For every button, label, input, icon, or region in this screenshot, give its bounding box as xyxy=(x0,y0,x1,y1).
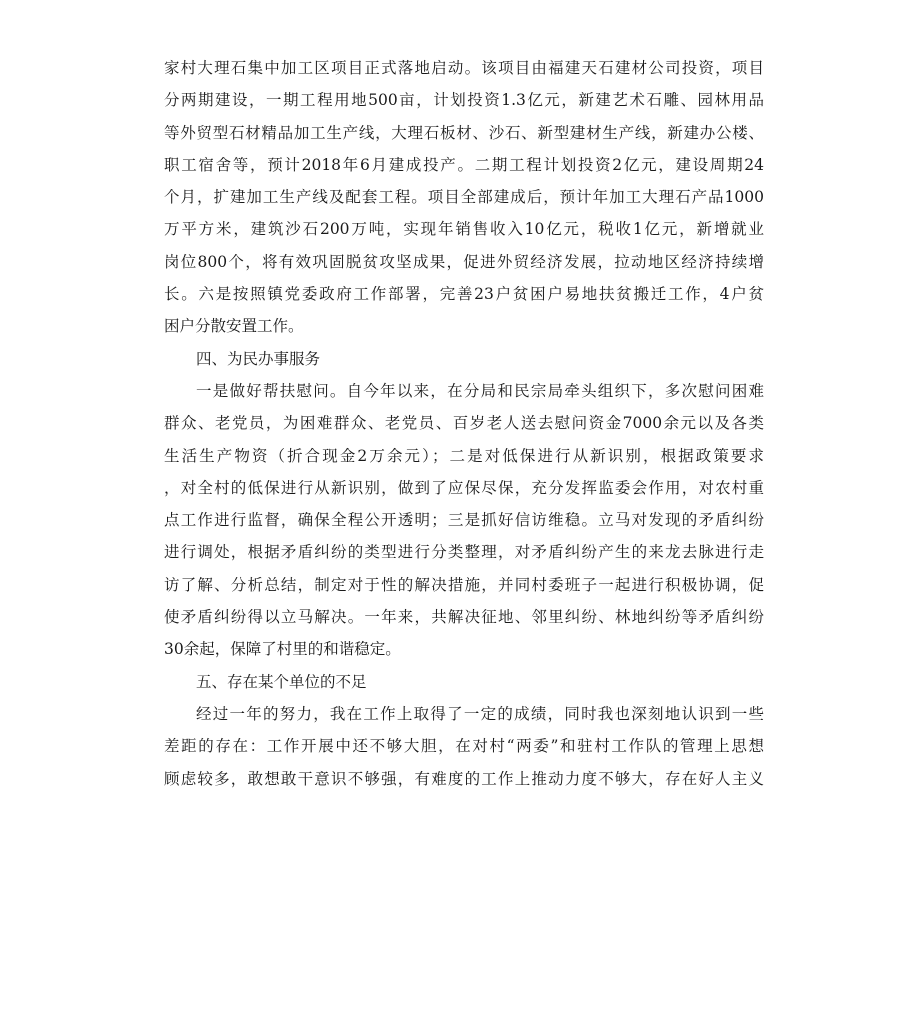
paragraph-line: 经过一年的努力，我在工作上取得了一定的成绩，同时我也深刻地认识到一些 xyxy=(196,704,764,723)
paragraph-line: 访了解、分析总结，制定对于性的解决措施，并同村委班子一起进行积极协调，促 xyxy=(164,575,764,594)
paragraph-line: 分两期建设，一期工程用地500亩，计划投资1.3亿元，新建艺术石雕、园林用品 xyxy=(164,91,764,110)
paragraph-line: 群众、老党员，为困难群众、老党员、百岁老人送去慰问资金7000余元以及各类 xyxy=(164,414,764,433)
paragraph-line: 困户分散安置工作。 xyxy=(164,317,304,336)
paragraph-line: 个月，扩建加工生产线及配套工程。项目全部建成后，预计年加工大理石产品1000 xyxy=(164,188,764,207)
section-heading: 四、为民办事服务 xyxy=(196,349,321,368)
paragraph-line: 等外贸型石材精品加工生产线，大理石板材、沙石、新型建材生产线，新建办公楼、 xyxy=(164,123,764,142)
document-body xyxy=(164,52,764,795)
paragraph-line: 差距的存在：工作开展中还不够大胆，在对村“两委”和驻村工作队的管理上思想 xyxy=(164,737,764,756)
paragraph-line: 使矛盾纠纷得以立马解决。一年来，共解决征地、邻里纠纷、林地纠纷等矛盾纠纷 xyxy=(164,608,764,627)
paragraph-line: 一是做好帮扶慰问。自今年以来，在分局和民宗局牵头组织下，多次慰问困难 xyxy=(196,381,764,400)
paragraph-line: 职工宿舍等，预计2018年6月建成投产。二期工程计划投资2亿元，建设周期24 xyxy=(164,155,764,174)
paragraph-line: 生活生产物资（折合现金2万余元）；二是对低保进行从新识别，根据政策要求 xyxy=(164,446,764,465)
section-heading: 五、存在某个单位的不足 xyxy=(196,672,367,691)
paragraph-line: ，对全村的低保进行从新识别，做到了应保尽保，充分发挥监委会作用，对农村重 xyxy=(164,478,764,497)
paragraph-line: 岗位800个，将有效巩固脱贫攻坚成果，促进外贸经济发展，拉动地区经济持续增 xyxy=(164,252,764,271)
paragraph-line: 进行调处，根据矛盾纠纷的类型进行分类整理，对矛盾纠纷产生的来龙去脉进行走 xyxy=(164,543,764,562)
paragraph-line: 顾虑较多，敢想敢干意识不够强，有难度的工作上推动力度不够大，存在好人主义 xyxy=(164,769,764,788)
paragraph-line: 长。六是按照镇党委政府工作部署，完善23户贫困户易地扶贫搬迁工作，4户贫 xyxy=(164,285,764,304)
paragraph-line: 万平方米，建筑沙石200万吨，实现年销售收入10亿元，税收1亿元，新增就业 xyxy=(164,220,764,239)
paragraph-line: 30余起，保障了村里的和谐稳定。 xyxy=(164,640,401,659)
paragraph-line: 家村大理石集中加工区项目正式落地启动。该项目由福建天石建材公司投资，项目 xyxy=(164,59,764,77)
paragraph-line: 点工作进行监督，确保全程公开透明；三是抓好信访维稳。立马对发现的矛盾纠纷 xyxy=(164,511,764,530)
